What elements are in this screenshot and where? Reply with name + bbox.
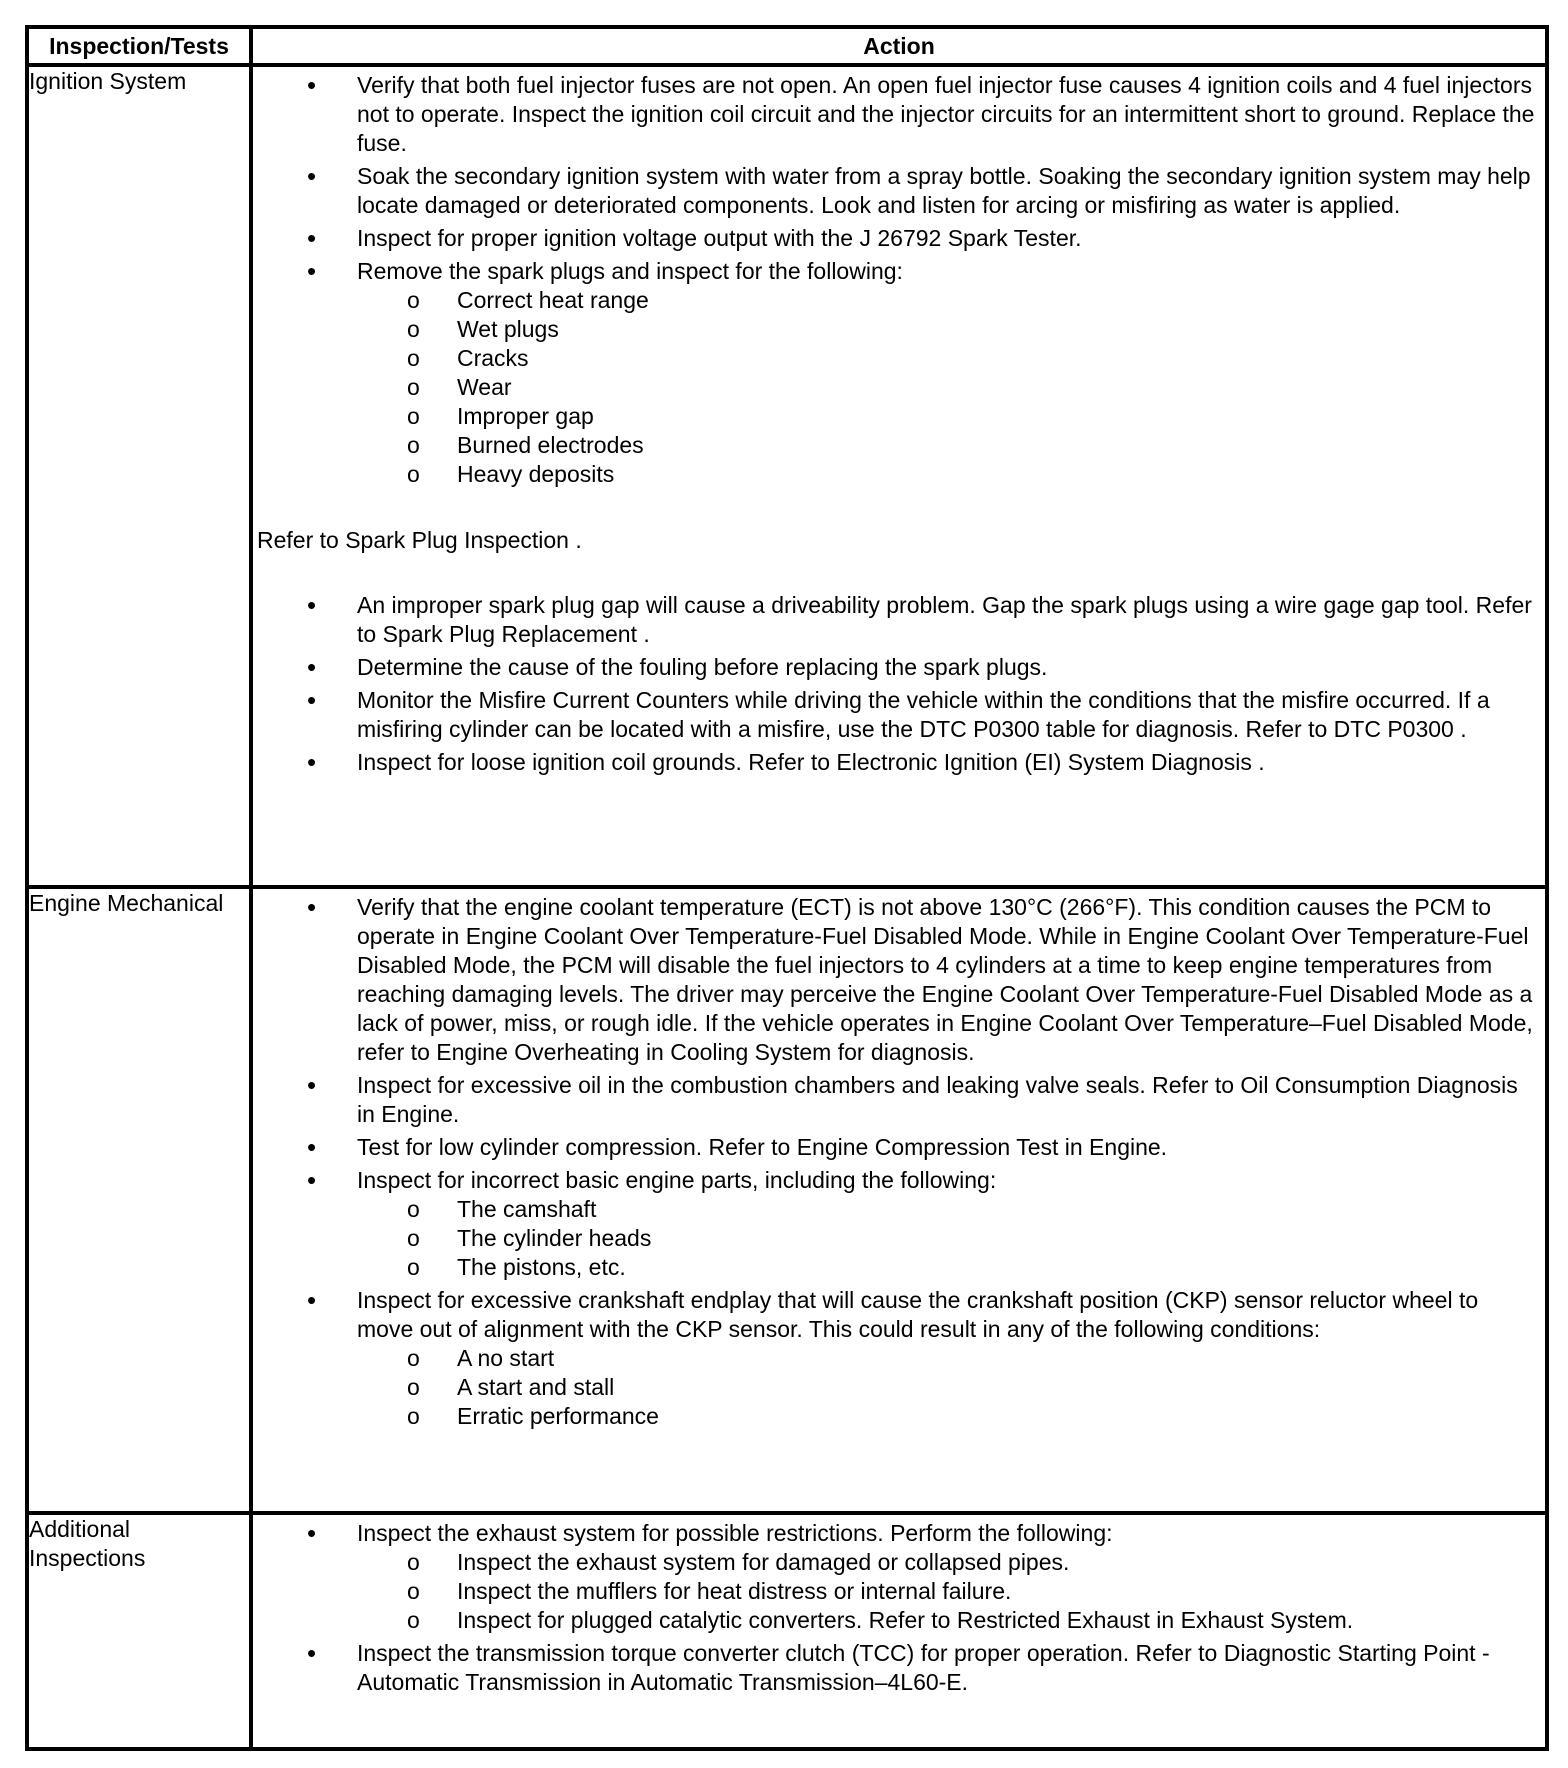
sub-item: o Burned electrodes xyxy=(357,431,1539,460)
row-label: Additional Inspections xyxy=(27,1513,251,1749)
bullet-item: • Inspect for loose ignition coil grounds. Refer to Electronic Ignition (EI) System Diagnosis . xyxy=(257,748,1539,777)
bullet-item: • Inspect for excessive oil in the combustion chambers and leaking valve seals. Refer to Oil Consumption Diagnosis in Engine. xyxy=(257,1071,1539,1129)
reference-note: Refer to Spark Plug Inspection . xyxy=(257,527,582,553)
header-row xyxy=(27,27,1547,65)
bullet-item: • An improper spark plug gap will cause a driveability problem. Gap the spark plugs using a wire gage gap tool. Refer to Spark Plug Replacement . xyxy=(257,591,1539,649)
row-label: Engine Mechanical xyxy=(27,887,251,1513)
bullet-item xyxy=(257,1519,1539,1635)
sub-item: o The camshaft xyxy=(357,1195,1539,1224)
row-label: Ignition System xyxy=(27,65,251,887)
inspection-table xyxy=(25,25,1549,1751)
sub-item: o Correct heat range xyxy=(357,286,1539,315)
bullet-list xyxy=(257,591,1539,777)
sub-item: o Wet plugs xyxy=(357,315,1539,344)
action-cell xyxy=(251,1513,1547,1749)
sub-item: o The cylinder heads xyxy=(357,1224,1539,1253)
bullet-item xyxy=(257,257,1539,489)
bullet-list xyxy=(257,71,1539,489)
sub-item: o Wear xyxy=(357,373,1539,402)
sub-item: o A no start xyxy=(357,1344,1539,1373)
sub-item: o Improper gap xyxy=(357,402,1539,431)
sub-list xyxy=(357,1344,1539,1431)
action-cell xyxy=(251,65,1547,887)
bullet-item xyxy=(257,1166,1539,1282)
action-cell xyxy=(251,887,1547,1513)
bullet-item: • Test for low cylinder compression. Refer to Engine Compression Test in Engine. xyxy=(257,1133,1539,1162)
sub-list xyxy=(357,1548,1539,1635)
sub-item: o Erratic performance xyxy=(357,1402,1539,1431)
sub-item: o Cracks xyxy=(357,344,1539,373)
sub-item: o Inspect for plugged catalytic converters. Refer to Restricted Exhaust in Exhaust System. xyxy=(357,1606,1539,1635)
bullet-item: • Inspect for proper ignition voltage output with the J 26792 Spark Tester. xyxy=(257,224,1539,253)
bullet-item: • Determine the cause of the fouling before replacing the spark plugs. xyxy=(257,653,1539,682)
bullet-item: • Inspect the transmission torque converter clutch (TCC) for proper operation. Refer to Diagnostic Starting Point - Automatic Transmission in Automatic Transmission–4L60-E. xyxy=(257,1639,1539,1697)
header-inspection-tests: Inspection/Tests xyxy=(27,27,251,65)
sub-list xyxy=(357,1195,1539,1282)
bullet-item: • Soak the secondary ignition system with water from a spray bottle. Soaking the secondary ignition system may help locate damaged or deteriorated components. Look and listen for arcing or misfiring as water is applied. xyxy=(257,162,1539,220)
table-row-engine-mechanical xyxy=(27,887,1547,1513)
bullet-item: • Verify that both fuel injector fuses are not open. An open fuel injector fuse causes 4 ignition coils and 4 fuel injectors not to operate. Inspect the ignition coil circuit and the injector circuits for an intermittent short to ground. Replace the fuse. xyxy=(257,71,1539,158)
table-row-ignition-system xyxy=(27,65,1547,887)
sub-item: o Inspect the exhaust system for damaged or collapsed pipes. xyxy=(357,1548,1539,1577)
sub-item: o The pistons, etc. xyxy=(357,1253,1539,1282)
bullet-item: • Verify that the engine coolant temperature (ECT) is not above 130°C (266°F). This condition causes the PCM to operate in Engine Coolant Over Temperature-Fuel Disabled Mode. While in Engine Coolant Over Temperature-Fuel Disabled Mode, the PCM will disable the fuel injectors to 4 cylinders at a time to keep engine temperatures from reaching damaging levels. The driver may perceive the Engine Coolant Over Temperature-Fuel Disabled Mode as a lack of power, miss, or rough idle. If the vehicle operates in Engine Coolant Over Temperature–Fuel Disabled Mode, refer to Engine Overheating in Cooling System for diagnosis. xyxy=(257,893,1539,1067)
sub-item: o Heavy deposits xyxy=(357,460,1539,489)
sub-list xyxy=(357,286,1539,489)
bullet-item xyxy=(257,1286,1539,1431)
bullet-item: • Monitor the Misfire Current Counters while driving the vehicle within the conditions that the misfire occurred. If a misfiring cylinder can be located with a misfire, use the DTC P0300 table for diagnosis. Refer to DTC P0300 . xyxy=(257,686,1539,744)
bullet-text: Inspect for incorrect basic engine parts, including the following: xyxy=(357,1167,997,1193)
bullet-text: Inspect for excessive crankshaft endplay that will cause the crankshaft position (CKP) sensor reluctor wheel to move out of alignment with the CKP sensor. This could result in any of the following conditions: xyxy=(357,1287,1479,1342)
header-action: Action xyxy=(251,27,1547,65)
sub-item: o A start and stall xyxy=(357,1373,1539,1402)
bullet-list xyxy=(257,893,1539,1431)
sub-item: o Inspect the mufflers for heat distress or internal failure. xyxy=(357,1577,1539,1606)
bullet-text: Inspect the exhaust system for possible restrictions. Perform the following: xyxy=(357,1520,1113,1546)
bullet-list xyxy=(257,1519,1539,1697)
bullet-text: Remove the spark plugs and inspect for the following: xyxy=(357,258,903,284)
table-row-additional-inspections xyxy=(27,1513,1547,1749)
